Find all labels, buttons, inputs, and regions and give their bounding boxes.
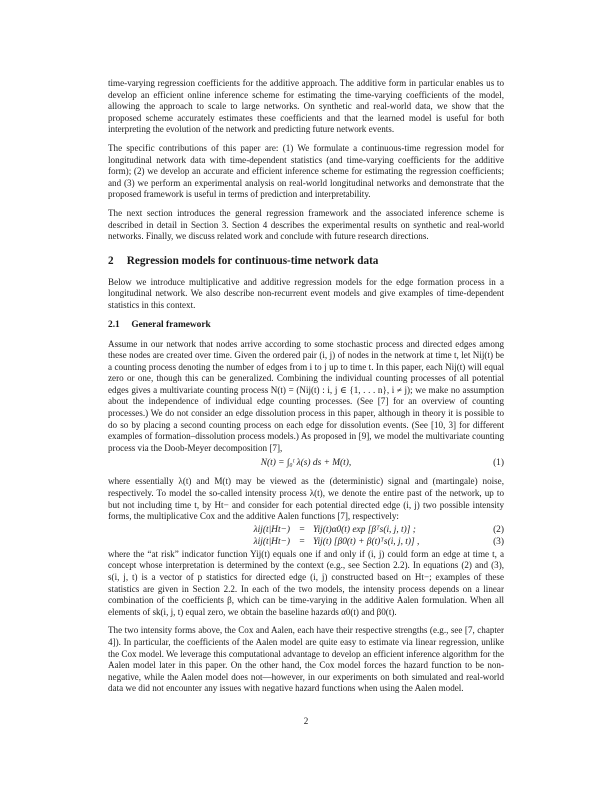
framework-paragraph-4: The two intensity forms above, the Cox and Aalen, each have their respective strengths (e.g., see [7, chapter 4]). In particular, the coefficients of the Aalen model are quite easy to estimate via linear regression, unlike the Cox model. We leverage this computational advantage to develop an efficient inference algorithm for the Aalen model later in this paper. On the other hand, the Cox model forces the hazard function to be non-negative, while the Aalen model does not—however, in our experiments on both simulated and real-world data we did not encounter any issues with negative hazard functions when using the Aalen model. bbox=[108, 625, 504, 694]
equation-2 bbox=[108, 523, 504, 536]
paper-body bbox=[108, 78, 504, 702]
equation-1-number: (1) bbox=[493, 458, 504, 469]
equation-2-number: (2) bbox=[493, 524, 504, 535]
subsection-heading bbox=[108, 319, 504, 331]
framework-paragraph-3: where the “at risk” indicator function Yij(t) equals one if and only if (i, j) could form an edge at time t, a concept whose interpretation is determined by the context (e.g., see Section 2.2). In equations (2) and (3), s(i, j, t) is a vector of p statistics for directed edge (i, j) constructed based on Ht−; examples of these statistics are given in Section 2.2. In each of the two models, the intensity process depends on a linear combination of the coefficients β, which can be time-varying in the additive Aalen formulation. When all elements of sk(i, j, t) equal zero, we obtain the baseline hazards α0(t) and β0(t). bbox=[108, 548, 504, 617]
framework-paragraph-2: where essentially λ(t) and M(t) may be viewed as the (deterministic) signal and (martingale) noise, respectively. To model the so-called intensity process λ(t), we denote the entire past of the network, up to but not including time t, by Ht− and consider for each potential directed edge (i, j) two possible intensity forms, the multiplicative Cox and the additive Aalen functions [7], respectively: bbox=[108, 476, 504, 522]
equation-3-lhs: λij(t|Ht−) bbox=[253, 536, 290, 547]
section-title: Regression models for continuous-time network data bbox=[126, 254, 379, 267]
equation-2-lhs: λij(t|Ht−) bbox=[253, 524, 290, 535]
equation-2-rhs: Yij(t)α0(t) exp [βᵀs(i, j, t)] ; bbox=[313, 524, 416, 535]
equation-3 bbox=[108, 536, 504, 549]
section-intro-paragraph: Below we introduce multiplicative and additive regression models for the edge formation process in a longitudinal network. We also describe non-recurrent event models and give examples of time-dependent statistics in this context. bbox=[108, 276, 504, 310]
section-number: 2 bbox=[108, 254, 114, 267]
framework-paragraph-1: Assume in our network that nodes arrive according to some stochastic process and directed edges among these nodes are created over time. Given the ordered pair (i, j) of nodes in the network at time t, let Nij(t) be a counting process denoting the number of edges from i to j up to time t. In this paper, each Nij(t) will equal zero or one, though this can be generalized. Combining the individual counting processes of all potential edges gives a multivariate counting process N(t) = (Nij(t) : i, j ∈ {1, . . . n}, i ≠ j); we make no assumption about the independence of individual edge counting processes. (See [7] for an overview of counting processes.) We do not consider an edge dissolution process in this paper, although in theory it is possible to do so by placing a second counting process on each edge for dissolution events. (See [10, 3] for different examples of formation–dissolution process models.) As proposed in [9], we model the multivariate counting process via the Doob-Meyer decomposition [7], bbox=[108, 338, 504, 453]
intro-paragraph-3: The next section introduces the general regression framework and the associated inference scheme is described in detail in Section 3. Section 4 describes the experimental results on synthetic and real-world networks. Finally, we discuss related work and conclude with future research directions. bbox=[108, 207, 504, 242]
section-heading bbox=[108, 254, 504, 268]
page-number: 2 bbox=[303, 716, 309, 726]
equation-3-number: (3) bbox=[493, 536, 504, 547]
equation-3-rhs: Yij(t) [β0(t) + β(t)ᵀs(i, j, t)] , bbox=[313, 536, 420, 547]
equation-3-equals: = bbox=[299, 536, 305, 547]
intro-paragraph-1: time-varying regression coefficients for the additive approach. The additive form in particular enables us to develop an efficient online inference scheme for estimating the time-varying coefficients of the model, allowing the approach to scale to large networks. On synthetic and real-world data, we show that the proposed scheme accurately estimates these coefficients and that the learned model is useful for both interpreting the evolution of the network and predicting future network events. bbox=[108, 78, 504, 135]
intro-paragraph-2: The specific contributions of this paper are: (1) We formulate a continuous-time regression model for longitudinal network data with time-dependent statistics (and time-varying coefficients for the additive form); (2) we develop an accurate and efficient inference scheme for estimating the regression coefficients; and (3) we perform an experimental analysis on real-world longitudinal networks and demonstrate that the proposed framework is useful in terms of prediction and interpretability. bbox=[108, 142, 504, 200]
subsection-title: General framework bbox=[131, 319, 211, 330]
equation-1 bbox=[108, 454, 504, 476]
equation-1-body: N(t) = ∫₀ᵗ λ(s) ds + M(t), bbox=[260, 458, 352, 469]
equation-2-equals: = bbox=[299, 524, 305, 535]
subsection-number: 2.1 bbox=[108, 319, 120, 330]
